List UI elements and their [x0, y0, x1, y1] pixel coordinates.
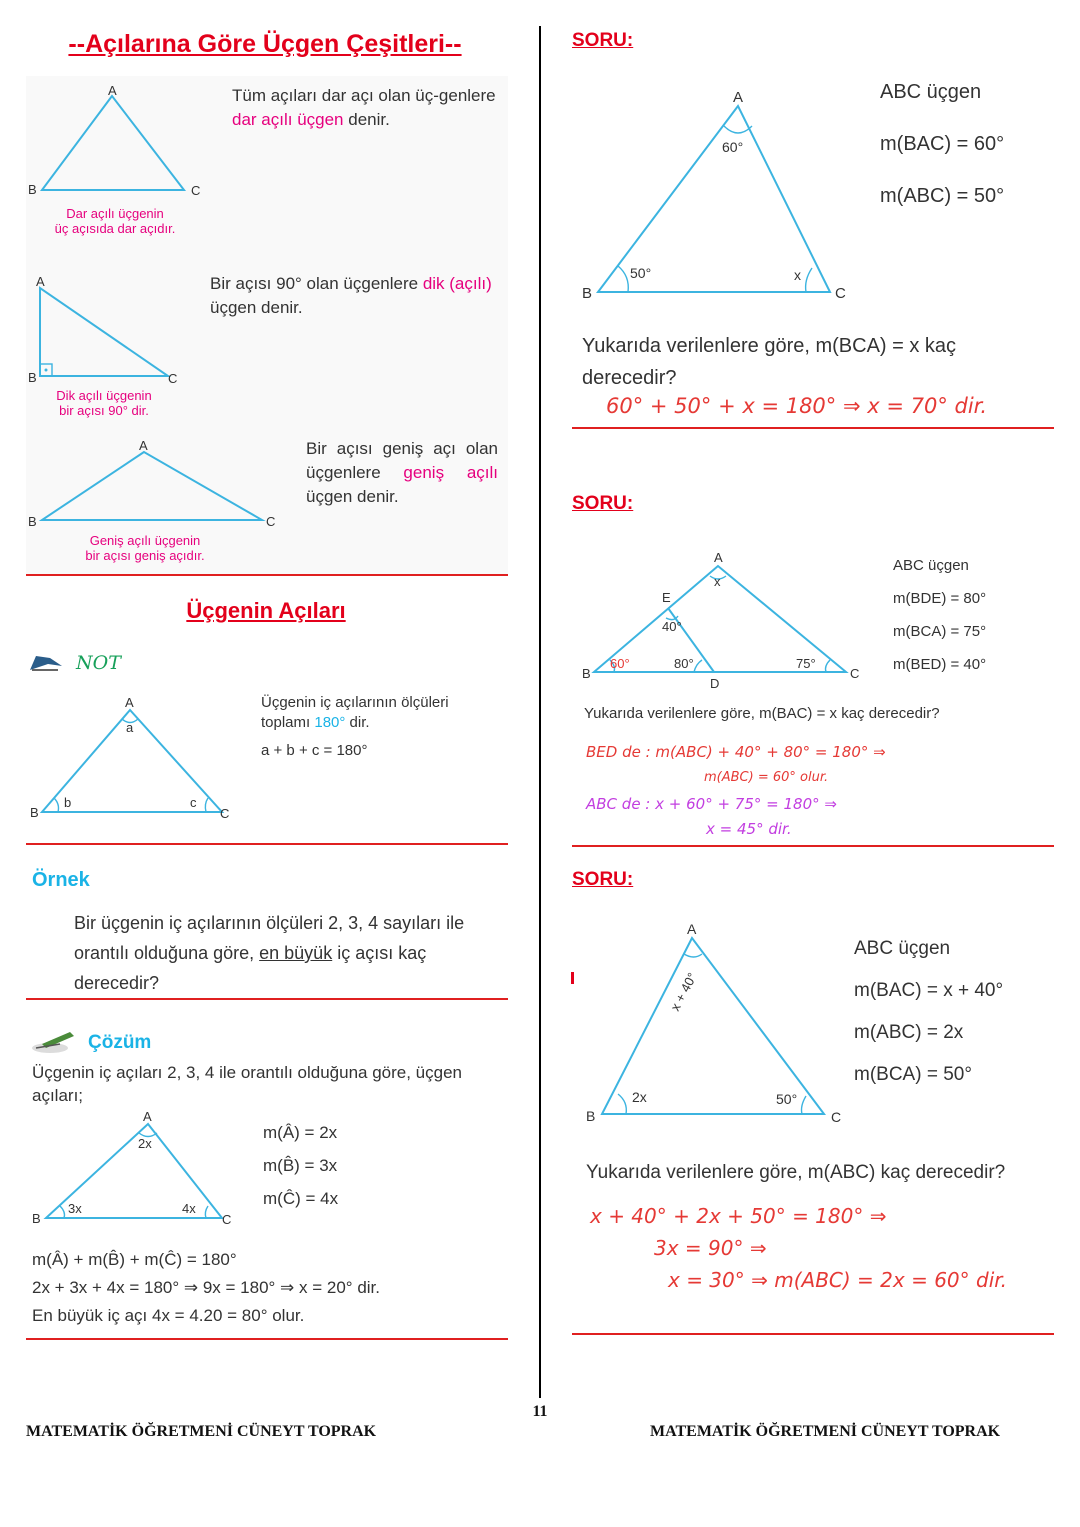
obtuse-definition [306, 437, 498, 509]
solution-equation: m(Â) = 2x [263, 1123, 338, 1142]
definition-highlight: geniş açılı [403, 463, 498, 482]
vertex-label: B [28, 370, 37, 385]
angle-label: 50° [776, 1091, 798, 1107]
definition-text: Bir açısı 90° olan üçgenlere [210, 274, 423, 293]
column-divider [539, 26, 541, 1398]
solution-intro: Üçgenin iç açıları 2, 3, 4 ile orantılı olduğuna göre, üçgen açıları; [32, 1063, 462, 1105]
vertex-label: A [143, 1109, 152, 1124]
angle-label: 4x [182, 1201, 196, 1216]
caption-line: bir açısı 90° dir. [59, 403, 149, 418]
note-label: NOT [76, 652, 121, 674]
solution-triangle-figure [26, 1106, 246, 1228]
section-divider [572, 845, 1054, 847]
vertex-label: A [714, 550, 723, 565]
question-label: SORU: [572, 30, 634, 51]
vertex-label: C [168, 371, 178, 386]
given-line: m(BDE) = 80° [893, 590, 987, 607]
angle-label: a [126, 720, 134, 735]
section-divider [26, 1338, 508, 1340]
acute-definition [232, 84, 498, 132]
angles-title: Üçgenin Açıları [186, 598, 346, 623]
vertex-label: B [586, 1108, 596, 1124]
definition-highlight: dik (açılı) [422, 274, 492, 293]
right-caption [26, 388, 182, 418]
answer-line: BED de : m(ABC) + 40° + 80° = 180° ⇒ [586, 743, 886, 761]
caption-line: Geniş açılı üçgenin [89, 533, 201, 548]
q1-triangle-figure [578, 86, 868, 306]
vertex-label: E [662, 590, 671, 605]
vertex-label: C [222, 1212, 232, 1227]
given-line: m(BED) = 40° [893, 656, 987, 673]
angle-label: b [64, 795, 72, 810]
angle-label: 60° [722, 139, 744, 155]
vertex-label: C [835, 285, 846, 302]
q1-question: Yukarıda verilenlere göre, m(BCA) = x kaç derecedir? [582, 335, 957, 389]
section-divider [26, 998, 508, 1000]
vertex-label: A [108, 83, 117, 98]
note-formula: a + b + c = 180° [261, 742, 368, 759]
vertex-label: B [32, 1211, 41, 1226]
example-text-part: Bir üçgenin iç açılarının ölçüleri 2, 3, 4 sayıları ile orantılı olduğuna göre, [74, 913, 465, 963]
definition-text: denir. [343, 110, 390, 129]
section-divider [26, 574, 508, 576]
example-title: Örnek [32, 869, 90, 891]
q2-answer [586, 740, 886, 842]
angle-label: x + 40° [667, 970, 700, 1014]
answer-line: x = 45° dir. [706, 820, 792, 838]
solution-steps [32, 1246, 512, 1330]
angle-label: 2x [138, 1136, 152, 1151]
vertex-label: B [30, 805, 39, 820]
definition-text: Bir açısı geniş açı olan üçgenlere [306, 439, 498, 482]
note-line [261, 713, 501, 733]
obtuse-caption [60, 533, 230, 563]
note-text-part: dir. [345, 714, 370, 731]
definition-text: üçgen denir. [306, 487, 399, 506]
caption-line: üç açısıda dar açıdır. [54, 221, 176, 236]
note-triangle-figure [26, 692, 246, 827]
section-divider [26, 843, 508, 845]
answer-line: x + 40° + 2x + 50° = 180° ⇒ [590, 1204, 887, 1228]
section-divider [572, 427, 1054, 429]
answer-line: 3x = 90° ⇒ [654, 1236, 767, 1260]
vertex-label: B [582, 666, 591, 681]
q2-triangle-figure [578, 548, 878, 698]
example-text-part: iç açısı kaç derecedir? [74, 943, 427, 993]
given-line: m(BAC) = x + 40° [854, 980, 1004, 1001]
solution-title: Çözüm [88, 1032, 152, 1053]
angle-label: 2x [632, 1089, 647, 1105]
note-text-part: toplamı [261, 714, 315, 731]
acute-triangle-figure [26, 80, 226, 210]
angle-label: 3x [68, 1201, 82, 1216]
solution-equation: m(B̂) = 3x [263, 1156, 338, 1175]
solution-step: 2x + 3x + 4x = 180° ⇒ 9x = 180° ⇒ x = 20° dir. [32, 1278, 381, 1297]
q1-given [880, 66, 1004, 222]
vertex-label: C [831, 1109, 842, 1125]
vertex-label: B [582, 285, 593, 302]
given-line: m(BCA) = 75° [893, 623, 987, 640]
solution-equation: m(Ĉ) = 4x [263, 1189, 339, 1208]
question-label: SORU: [572, 493, 634, 514]
note-line: Üçgenin iç açılarının ölçüleri [261, 694, 449, 711]
angle-label: 80° [674, 656, 694, 671]
angle-label: 60° [610, 656, 630, 671]
page-title: --Açılarına Göre Üçgen Çeşitleri-- [68, 30, 462, 58]
angle-label: 50° [630, 265, 652, 281]
obtuse-triangle-figure [26, 438, 286, 533]
definition-text: Tüm açıları dar açı olan üç-genlere [232, 86, 496, 105]
note-header [28, 650, 168, 676]
given-line: m(ABC) = 2x [854, 1022, 964, 1043]
solution-equations [263, 1116, 338, 1215]
example-underline: en büyük [259, 943, 333, 963]
angle-label: x [794, 267, 801, 283]
question-label: SORU: [572, 869, 634, 890]
answer-line: ABC de : x + 60° + 75° = 180° ⇒ [586, 795, 837, 813]
note-highlight: 180° [314, 714, 346, 731]
angle-label: x [714, 574, 721, 589]
given-line: ABC üçgen [854, 938, 951, 959]
definition-highlight: dar açılı üçgen [232, 110, 344, 129]
vertex-label: C [191, 183, 201, 198]
given-line: m(BCA) = 50° [854, 1064, 972, 1085]
q3-question: Yukarıda verilenlere göre, m(ABC) kaç derecedir? [586, 1162, 1006, 1183]
note-text [261, 693, 501, 761]
given-line: m(BAC) = 60° [880, 133, 1005, 155]
caption-line: bir açısı geniş açıdır. [85, 548, 205, 563]
right-triangle-figure [26, 272, 206, 392]
acute-caption [30, 206, 200, 236]
vertex-label: B [28, 182, 37, 197]
angle-label: 40° [662, 619, 682, 634]
vertex-label: A [139, 438, 148, 453]
q3-triangle-figure [580, 918, 860, 1128]
q3-given [854, 928, 1003, 1096]
given-line: ABC üçgen [893, 557, 969, 574]
solution-step: En büyük iç açı 4x = 4.20 = 80° olur. [32, 1306, 305, 1325]
given-line: ABC üçgen [880, 81, 982, 103]
section-divider [572, 1333, 1054, 1335]
example-text [74, 908, 484, 998]
footer-author-right: MATEMATİK ÖĞRETMENİ CÜNEYT TOPRAK [650, 1423, 1001, 1440]
q3-answer [590, 1200, 1007, 1296]
page-number: 11 [532, 1403, 548, 1420]
vertex-label: A [687, 921, 697, 937]
quill-icon [28, 652, 64, 674]
vertex-label: C [266, 514, 276, 529]
caption-line: Dar açılı üçgenin [66, 206, 164, 221]
vertex-label: C [850, 666, 860, 681]
angle-label: c [190, 795, 197, 810]
q2-question: Yukarıda verilenlere göre, m(BAC) = x kaç derecedir? [584, 705, 940, 722]
q2-given [893, 549, 986, 681]
given-line: m(ABC) = 50° [880, 185, 1005, 207]
angle-label: 75° [796, 656, 816, 671]
vertex-label: C [220, 806, 230, 821]
solution-header [30, 1028, 230, 1058]
vertex-label: D [710, 676, 720, 691]
vertex-label: A [733, 89, 744, 106]
answer-line: x = 30° ⇒ m(ABC) = 2x = 60° dir. [668, 1268, 1007, 1292]
answer-line: m(ABC) = 60° olur. [704, 770, 829, 785]
footer-author-left: MATEMATİK ÖĞRETMENİ CÜNEYT TOPRAK [26, 1423, 377, 1440]
caption-line: Dik açılı üçgenin [56, 388, 152, 403]
definition-text: üçgen denir. [210, 298, 303, 317]
solution-step: m(Â) + m(B̂) + m(Ĉ) = 180° [32, 1250, 237, 1269]
scan-mark [571, 972, 574, 984]
vertex-label: A [125, 695, 134, 710]
pencil-icon [30, 1028, 78, 1054]
right-definition [210, 272, 500, 320]
vertex-label: B [28, 514, 37, 529]
q1-answer: 60° + 50° + x = 180° ⇒ x = 70° dir. [606, 394, 988, 418]
vertex-label: A [36, 274, 45, 289]
